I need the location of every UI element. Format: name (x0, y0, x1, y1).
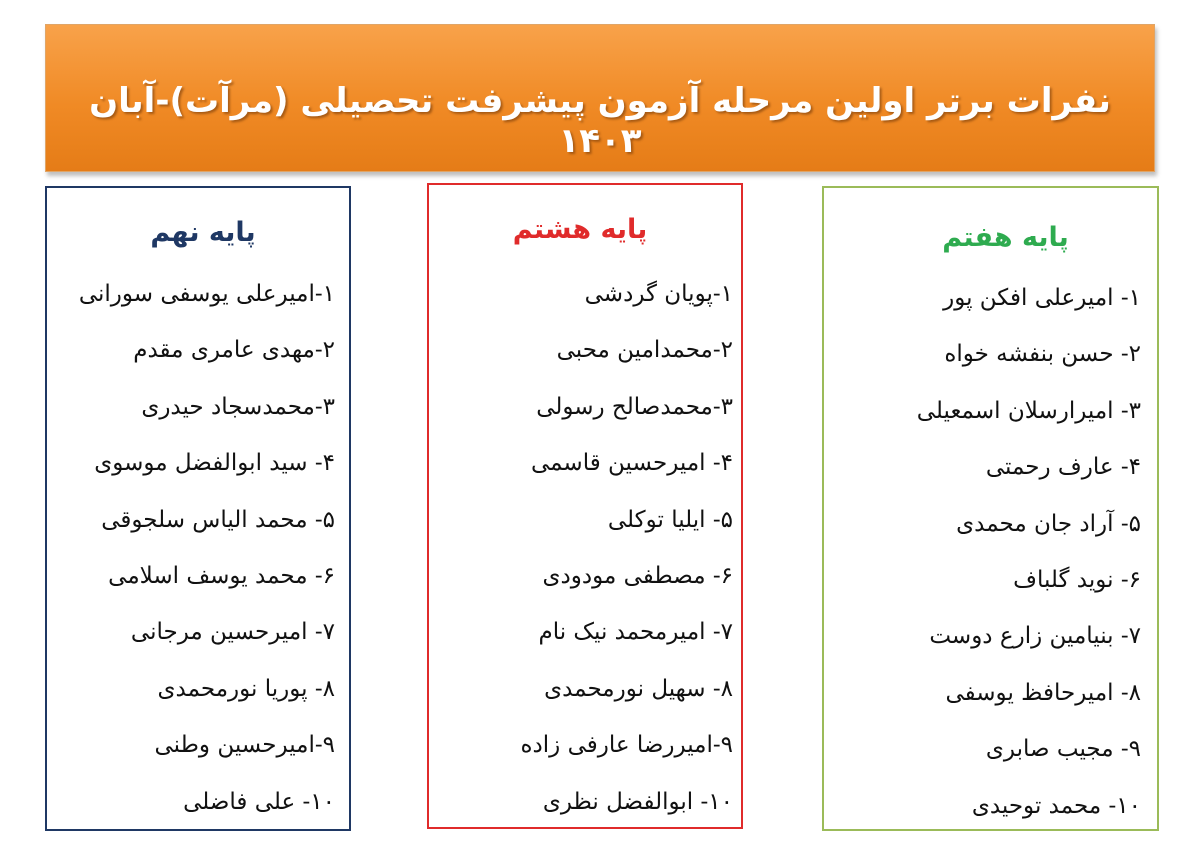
list-item: ۶- مصطفی مودودی (542, 562, 733, 589)
list-item: ۶- نوید گلباف (1013, 566, 1141, 593)
list-item: ۱-پویان گردشی (584, 281, 733, 307)
list-item: ۲-مهدی عامری مقدم (133, 337, 335, 364)
list-item: ۳-محمدسجاد حیدری (141, 393, 335, 420)
list-item: ۳-محمدصالح رسولی (536, 393, 733, 420)
grade-eighth-list (520, 274, 733, 838)
list-item: ۶- محمد یوسف اسلامی (108, 562, 335, 589)
grade-seventh-column (822, 186, 1159, 831)
list-item: ۷- امیرمحمد نیک نام (538, 619, 733, 646)
grade-eighth-column (427, 183, 743, 829)
list-item: ۸- پوریا نورمحمدی (157, 675, 335, 702)
list-item: ۱-امیرعلی یوسفی سورانی (78, 281, 335, 307)
page-title: نفرات برتر اولین مرحله آزمون پیشرفت تحصیلی (مرآت)-آبان ۱۴۰۳ (89, 81, 1111, 161)
list-item: ۴- عارف رحمتی (985, 454, 1141, 481)
list-item: ۴- امیرحسین قاسمی (530, 450, 733, 477)
list-item: ۵- آراد جان محمدی (956, 510, 1141, 537)
list-item: ۹-امیررضا عارفی زاده (520, 732, 733, 759)
list-item: ۹- مجیب صابری (985, 736, 1141, 763)
grade-eighth-title: پایه هشتم (512, 214, 648, 245)
grade-ninth-column (45, 186, 351, 831)
list-item: ۹-امیرحسین وطنی (154, 732, 335, 759)
list-item: ۷- امیرحسین مرجانی (130, 619, 335, 646)
list-item: ۵- محمد الیاس سلجوقی (101, 506, 335, 533)
list-item: ۲-محمدامین محبی (556, 337, 733, 364)
list-item: ۱۰- علی فاضلی (183, 788, 335, 815)
list-item: ۱۰- محمد توحیدی (971, 792, 1141, 819)
grade-ninth-list (79, 274, 335, 838)
grade-seventh-list (917, 278, 1141, 842)
list-item: ۳- امیرارسلان اسمعیلی (916, 397, 1141, 424)
list-item: ۲- حسن بنفشه خواه (944, 341, 1141, 368)
list-item: ۴- سید ابوالفضل موسوی (94, 450, 335, 477)
title-banner (45, 24, 1155, 172)
list-item: ۵- ایلیا توکلی (607, 506, 733, 533)
list-item: ۸- امیرحافظ یوسفی (945, 679, 1141, 706)
list-item: ۷- بنیامین زارع دوست (929, 623, 1141, 650)
grade-ninth-title: پایه نهم (150, 217, 256, 248)
list-item: ۱۰- ابوالفضل نظری (542, 788, 733, 815)
list-item: ۸- سهیل نورمحمدی (544, 675, 733, 702)
list-item: ۱- امیرعلی افکن پور (943, 285, 1141, 311)
grade-seventh-title: پایه هفتم (942, 222, 1069, 253)
